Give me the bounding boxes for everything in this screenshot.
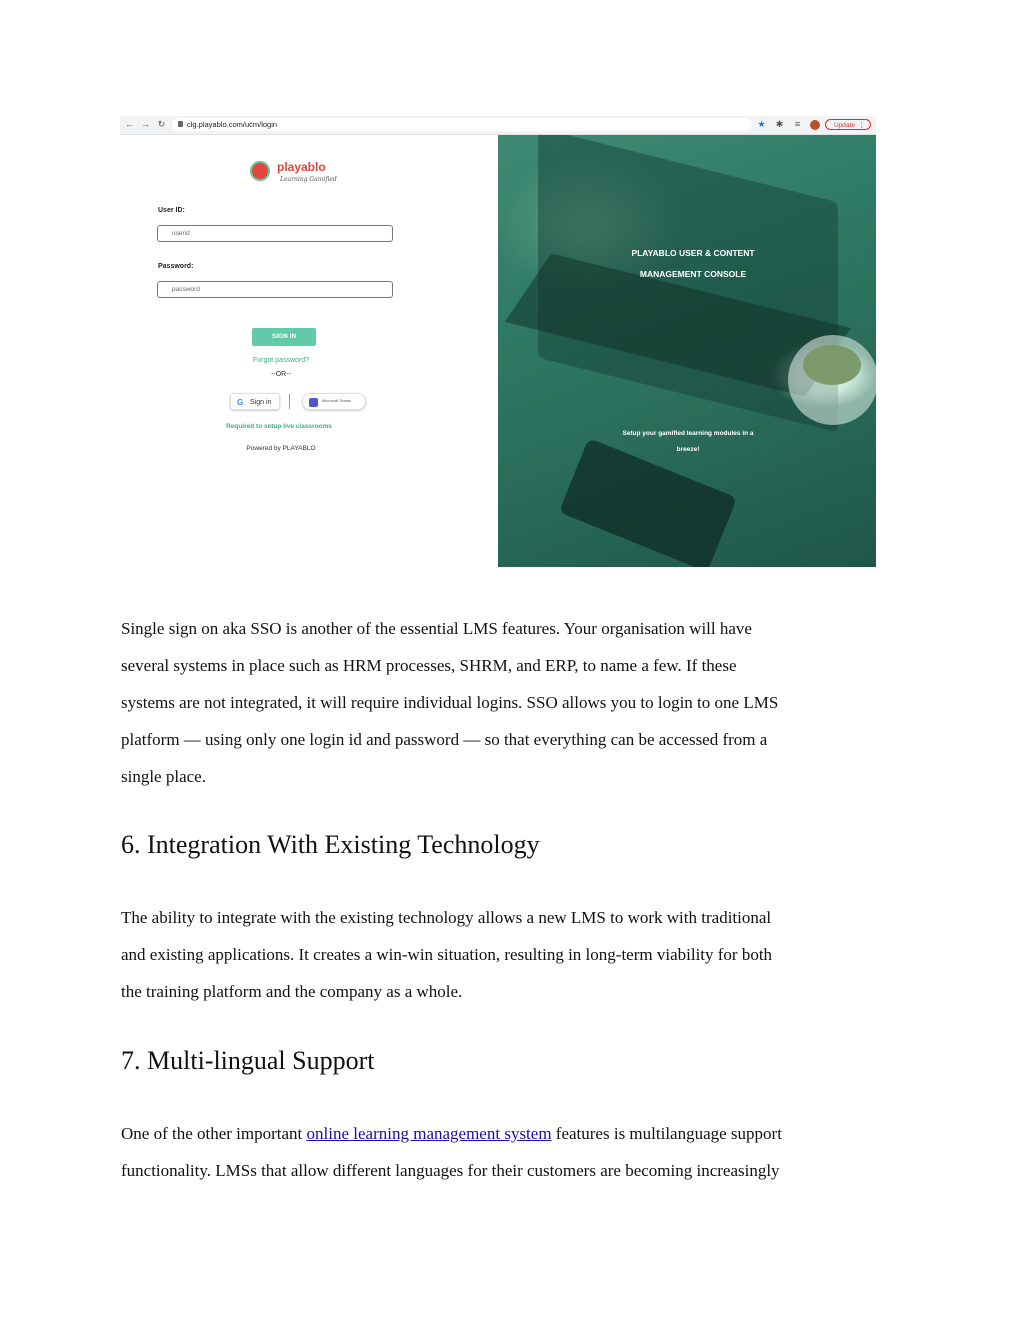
address-bar[interactable] bbox=[172, 118, 752, 131]
puzzle-icon[interactable]: ✱ bbox=[775, 119, 784, 129]
teams-label: Microsoft Teams bbox=[322, 398, 352, 403]
multilingual-text-before: One of the other important bbox=[121, 1124, 307, 1143]
paragraph-line: single place. bbox=[121, 767, 206, 786]
forgot-password-link[interactable]: Forgot password? bbox=[252, 357, 310, 364]
google-sign-in-button[interactable] bbox=[230, 393, 280, 410]
sign-in-button[interactable]: SIGN IN bbox=[252, 328, 316, 346]
paragraph-line: several systems in place such as HRM processes, SHRM, and ERP, to name a few. If these bbox=[121, 656, 737, 675]
heading-multilingual: 7. Multi-lingual Support bbox=[121, 1046, 375, 1075]
user-id-input[interactable]: userid bbox=[157, 225, 393, 242]
promo-panel bbox=[498, 135, 876, 567]
kebab-menu-icon: ⋮ bbox=[858, 122, 865, 129]
forward-arrow-icon[interactable]: → bbox=[141, 119, 150, 129]
paragraph-line bbox=[121, 1115, 921, 1152]
paragraph-line: and existing applications. It creates a win-win situation, resulting in long-term viability for both bbox=[121, 945, 773, 964]
logo-tagline: Learning Gamified bbox=[280, 176, 337, 183]
google-sign-in-label: Sign in bbox=[250, 399, 272, 406]
playablo-logo-icon bbox=[250, 161, 270, 181]
promo-subtitle bbox=[598, 426, 778, 458]
sso-paragraph bbox=[121, 610, 921, 795]
promo-title-line2: MANAGEMENT CONSOLE bbox=[639, 269, 747, 279]
update-label: Update bbox=[834, 122, 855, 129]
lock-icon bbox=[178, 121, 183, 127]
powered-by: Powered by PLAYABLO bbox=[246, 445, 316, 452]
button-divider bbox=[289, 394, 290, 409]
user-id-label: User ID: bbox=[158, 207, 185, 214]
back-arrow-icon[interactable]: ← bbox=[125, 119, 134, 129]
password-input[interactable]: password bbox=[157, 281, 393, 298]
promo-subtitle-line2: breeze! bbox=[676, 446, 700, 453]
or-separator: --OR-- bbox=[271, 371, 291, 378]
multilingual-text-after: features is multilanguage support bbox=[551, 1124, 782, 1143]
teams-icon bbox=[309, 398, 318, 407]
heading-integration: 6. Integration With Existing Technology bbox=[121, 830, 540, 859]
update-button[interactable] bbox=[825, 119, 871, 130]
paragraph-line: Single sign on aka SSO is another of the essential LMS features. Your organisation will have bbox=[121, 619, 752, 638]
required-note: Required to setup live classrooms bbox=[226, 423, 332, 430]
lms-link[interactable]: online learning management system bbox=[306, 1124, 552, 1143]
google-icon: G bbox=[237, 398, 244, 407]
coffee-surface-shape bbox=[803, 345, 861, 385]
star-icon[interactable]: ★ bbox=[757, 119, 766, 129]
multilingual-paragraph bbox=[121, 1115, 921, 1189]
paragraph-line: systems are not integrated, it will require individual logins. SSO allows you to login to one LMS bbox=[121, 693, 779, 712]
avatar[interactable] bbox=[810, 120, 820, 130]
paragraph-line: the training platform and the company as a whole. bbox=[121, 982, 463, 1001]
promo-title-line1: PLAYABLO USER & CONTENT bbox=[631, 248, 755, 258]
password-label: Password: bbox=[158, 263, 194, 270]
playlist-icon[interactable]: ≡ bbox=[794, 119, 801, 129]
paragraph-line: platform — using only one login id and password — so that everything can be accessed from a bbox=[121, 730, 768, 749]
paragraph-line: functionality. LMSs that allow different languages for their customers are becoming increasingly bbox=[121, 1161, 780, 1180]
teams-sign-in-button[interactable] bbox=[302, 393, 366, 410]
promo-title bbox=[593, 243, 793, 285]
promo-subtitle-line1: Setup your gamified learning modules in a bbox=[622, 430, 754, 437]
login-screenshot bbox=[120, 116, 876, 567]
url-text: clg.playablo.com/ucm/login bbox=[187, 120, 278, 129]
integration-paragraph bbox=[121, 899, 921, 1010]
logo-text: playablo bbox=[277, 160, 326, 174]
browser-toolbar bbox=[120, 116, 876, 135]
login-panel bbox=[120, 135, 498, 567]
paragraph-line: The ability to integrate with the existing technology allows a new LMS to work with traditional bbox=[121, 908, 772, 927]
reload-icon[interactable]: ↻ bbox=[157, 119, 166, 129]
